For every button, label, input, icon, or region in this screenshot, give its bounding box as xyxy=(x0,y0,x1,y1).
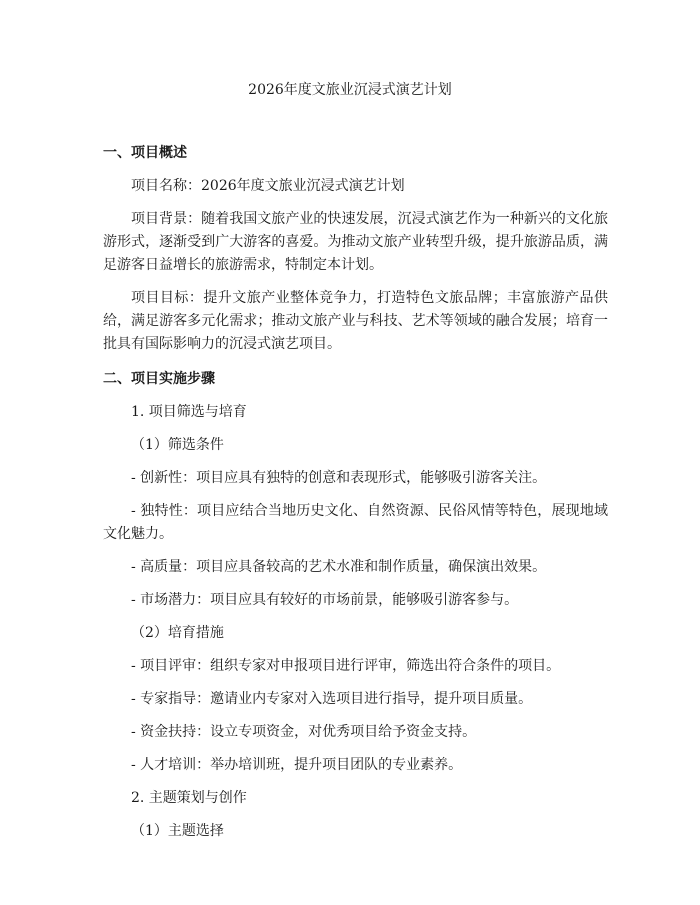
list-item: （1）筛选条件 xyxy=(131,437,224,453)
list-item: - 创新性：项目应具有独特的创意和表现形式，能够吸引游客关注。 xyxy=(131,470,547,486)
section-heading-steps: 二、项目实施步骤 xyxy=(103,371,215,387)
paragraph-project-goals: 项目目标：提升文旅产业整体竞争力，打造特色文旅品牌；丰富旅游产品供给，满足游客多元化需求；推动文旅产业与科技、艺术等领域的融合发展；培育一批具有国际影响力的沉浸式演艺项目。 xyxy=(103,290,608,352)
list-item: - 独特性：项目应结合当地历史文化、自然资源、民俗风情等特色，展现地域文化魅力。 xyxy=(103,503,608,542)
list-item: - 资金扶持：设立专项资金，对优秀项目给予资金支持。 xyxy=(131,724,477,740)
list-item: （2）培育措施 xyxy=(131,625,224,641)
document-body xyxy=(103,142,608,843)
paragraph-project-name: 项目名称：2026年度文旅业沉浸式演艺计划 xyxy=(131,178,405,194)
document-title: 2026年度文旅业沉浸式演艺计划 xyxy=(248,82,452,98)
list-item: （1）主题选择 xyxy=(131,823,224,839)
list-item: - 高质量：项目应具备较高的艺术水准和制作质量，确保演出效果。 xyxy=(131,559,547,575)
section-heading-overview: 一、项目概述 xyxy=(103,145,187,161)
list-item: 2. 主题策划与创作 xyxy=(131,790,247,806)
paragraph-project-background: 项目背景：随着我国文旅产业的快速发展，沉浸式演艺作为一种新兴的文化旅游形式，逐渐受到广大游客的喜爱。为推动文旅产业转型升级，提升旅游品质，满足游客日益增长的旅游需求，特制定本计划。 xyxy=(103,211,608,273)
list-item: - 市场潜力：项目应具有较好的市场前景，能够吸引游客参与。 xyxy=(131,592,519,608)
list-item: - 项目评审：组织专家对申报项目进行评审，筛选出符合条件的项目。 xyxy=(131,658,561,674)
list-item: - 专家指导：邀请业内专家对入选项目进行指导，提升项目质量。 xyxy=(131,691,533,707)
list-item: 1. 项目筛选与培育 xyxy=(131,404,247,420)
list-item: - 人才培训：举办培训班，提升项目团队的专业素养。 xyxy=(131,757,463,773)
